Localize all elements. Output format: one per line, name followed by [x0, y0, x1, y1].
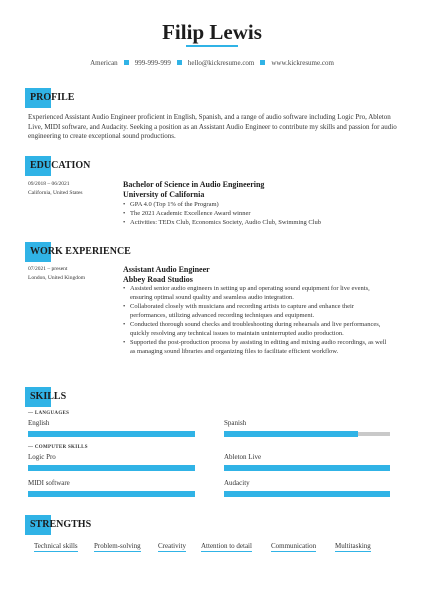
strength-tag: Problem-solving [94, 542, 141, 550]
skills-category-languages: — LANGUAGES [28, 411, 70, 416]
skill-level-fill [28, 491, 195, 497]
list-item: • Conducted thorough sound checks and troubleshooting during rehearsals and live performances, quickly resolving any technical issues to maintain uninterrupted audio production. [123, 320, 391, 338]
experience-meta [28, 265, 85, 283]
experience-date: 07/2021 – present [28, 266, 68, 272]
skill-level-fill [28, 465, 195, 471]
skill-name: Spanish [224, 419, 247, 427]
experience-bullets [123, 284, 391, 356]
list-item: • Assisted senior audio engineers in setting up and operating sound equipment for live events, ensuring optimal sound quality and seamless audio integration. [123, 284, 391, 302]
phone: 999-999-999 [134, 59, 171, 67]
strength-tag: Attention to detail [201, 542, 252, 550]
skill-name: English [28, 419, 50, 427]
email-link[interactable]: hello@kickresume.com [187, 59, 255, 67]
skill-level-fill [28, 431, 195, 437]
skill-level-fill [224, 431, 358, 437]
list-item: • GPA 4.0 (Top 1% of the Program) [123, 200, 391, 209]
website-link[interactable]: www.kickresume.com [271, 59, 334, 67]
school: University of California [123, 189, 205, 199]
skill-name: Ableton Live [224, 453, 262, 461]
education-meta [28, 180, 83, 198]
strength-tag: Multitasking [335, 542, 371, 550]
experience-title [123, 265, 210, 284]
section-title: SKILLS [30, 391, 67, 402]
experience-location: London, United Kingdom [28, 275, 85, 281]
skill-level-fill [224, 491, 390, 497]
contact-line [0, 59, 424, 67]
skill-level-bar [224, 466, 390, 470]
skill-level-bar [28, 432, 195, 436]
separator-square-icon [260, 60, 265, 65]
skill-name: Audacity [224, 479, 250, 487]
profile-text: Experienced Assistant Audio Engineer proficient in English, Spanish, and a range of audio software including Logic Pro, Ableton Live, MIDI software, and Audacity. Seeking a position as an Assistant Audio Engineer to contribute my skills and passion for audio engineering to create exceptional sound productions. [28, 113, 397, 140]
degree: Bachelor of Science in Audio Engineering [123, 180, 265, 189]
education-bullets [123, 200, 391, 227]
separator-square-icon [177, 60, 182, 65]
strength-tag: Technical skills [34, 542, 78, 550]
resume-name: Filip Lewis [162, 20, 262, 44]
skill-name: Logic Pro [28, 453, 56, 461]
section-title: PROFILE [30, 92, 75, 103]
education-title [123, 180, 264, 199]
skill-level-fill [224, 465, 390, 471]
section-title: STRENGTHS [30, 519, 92, 530]
list-item: • Collaborated closely with musicians and recording artists to capture and enhance their performances, utilizing advanced recording techniques and equipment. [123, 302, 391, 320]
list-item: • The 2021 Academic Excellence Award winner [123, 209, 391, 218]
skill-level-bar [28, 492, 195, 496]
name-underline [186, 45, 238, 47]
company: Abbey Road Studios [123, 274, 193, 284]
list-item: • Activities: TEDx Club, Economics Society, Audio Club, Swimming Club [123, 218, 391, 227]
education-date: 09/2018 – 06/2021 [28, 181, 70, 187]
nationality: American [90, 59, 118, 67]
strength-tag: Communication [271, 542, 317, 550]
skill-level-bar [224, 432, 390, 436]
section-title: WORK EXPERIENCE [30, 246, 131, 257]
skill-name: MIDI software [28, 479, 70, 487]
skill-level-bar [28, 466, 195, 470]
role: Assistant Audio Engineer [123, 265, 210, 274]
skills-category-computer: — COMPUTER SKILLS [28, 445, 88, 450]
skill-level-bar [224, 492, 390, 496]
separator-square-icon [124, 60, 129, 65]
section-title: EDUCATION [30, 160, 91, 171]
strength-tag: Creativity [158, 542, 186, 550]
list-item: • Supported the post-production process by assisting in editing and mixing audio recordings, as well as managing sound libraries and organizing files to facilitate efficient workflow. [123, 338, 391, 356]
education-location: California, United States [28, 190, 83, 196]
